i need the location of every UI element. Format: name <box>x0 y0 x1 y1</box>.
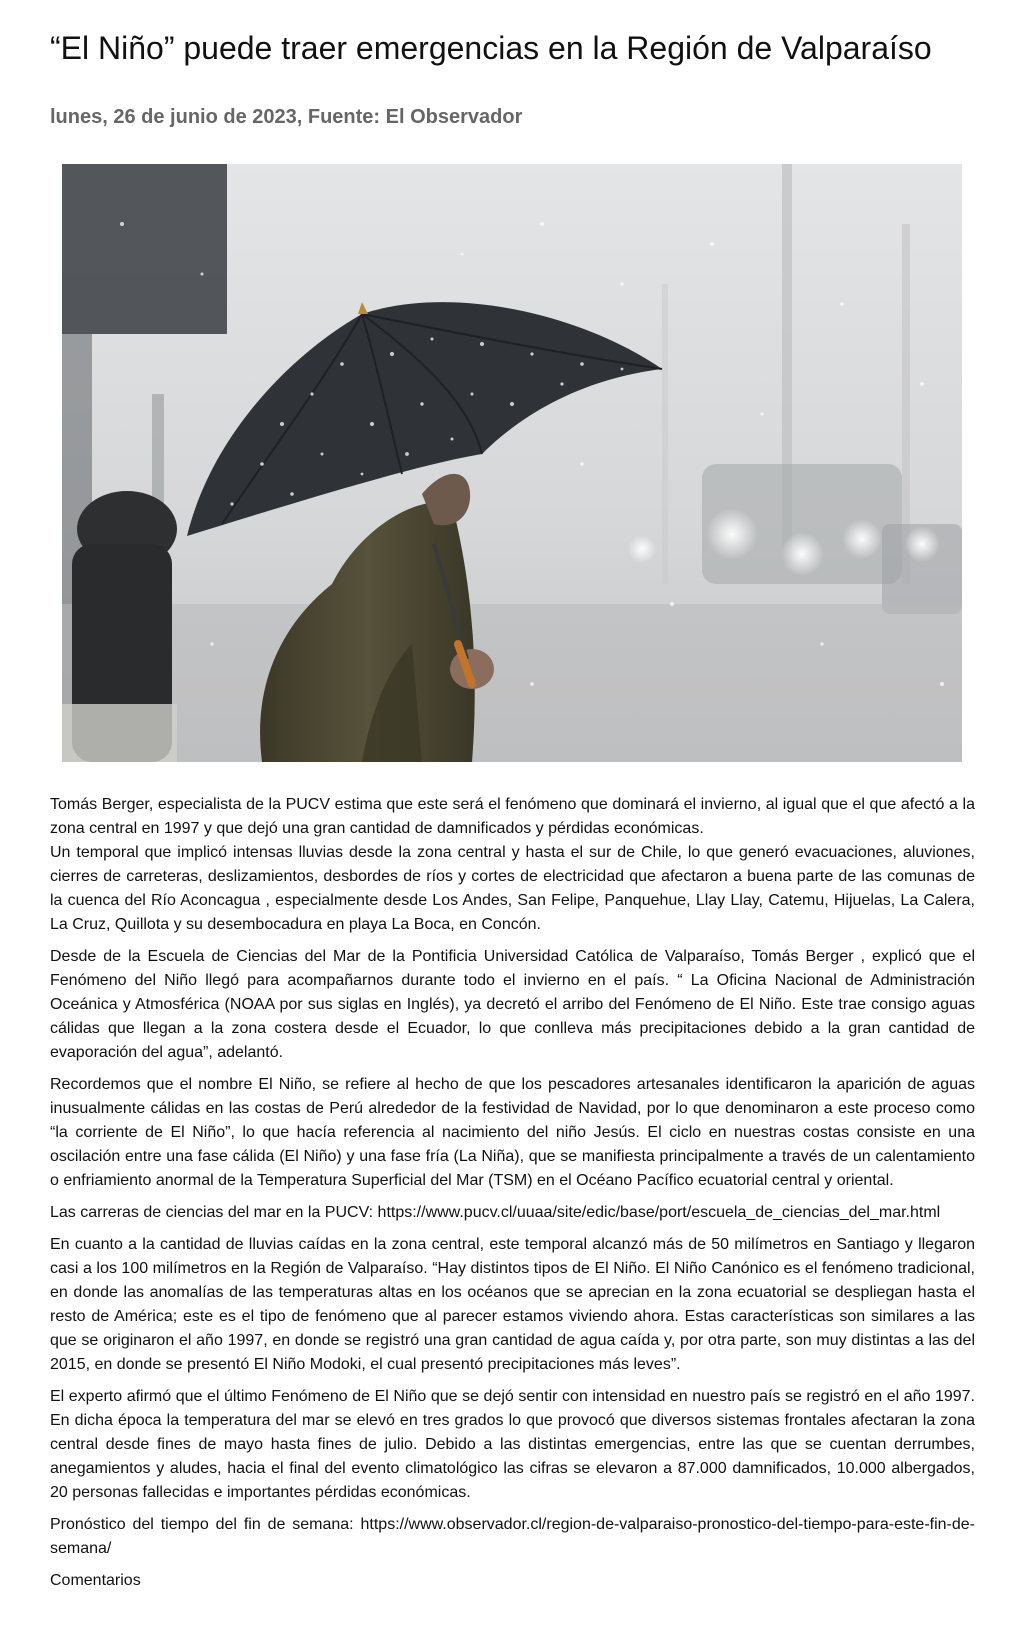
paragraph-temporal: Un temporal que implicó intensas lluvias desde la zona central y hasta el sur de Chile, lo que generó evacuaciones, aluviones, cierres de carreteras, deslizamientos, desbordes de ríos y cortes de electricidad que afectaron a buena parte de las comunas de la cuenca del Río Aconcagua , especialmente desde Los Andes, San Felipe, Panquehue, Llay Llay, Catemu, Hijuelas, La Calera, La Cruz, Quillota y su desembocadura en playa La Boca, en Concón. <box>50 844 975 933</box>
paragraph-name-origin: Recordemos que el nombre El Niño, se refiere al hecho de que los pescadores artesanales identificaron la aparición de aguas inusualmente cálidas en las costas de Perú alrededor de la festividad de Navidad, por lo que denominaron a este proceso como “la corriente de El Niño”, lo que hacía referencia al nacimiento del niño Jesús. El ciclo en nuestras costas consiste en una oscilación entre una fase cálida (El Niño) y una fase fría (La Niña), que se manifiesta principalmente a través de un calentamiento o enfriamiento anormal de la Temperatura Superficial del Mar (TSM) en el Océano Pacífico ecuatorial central y oriental. <box>50 1076 975 1189</box>
article-meta: lunes, 26 de junio de 2023, Fuente: El Observador <box>50 106 523 128</box>
article-title: “El Niño” puede traer emergencias en la Región de Valparaíso <box>50 30 932 66</box>
paragraph-intro: Tomás Berger, especialista de la PUCV estima que este será el fenómeno que dominará el invierno, al igual que el que afectó a la zona central en 1997 y que dejó una gran cantidad de damnificados y pérdidas económicas. <box>50 796 975 837</box>
comments-label[interactable]: Comentarios <box>50 1572 141 1589</box>
rain-umbrella-illustration <box>62 164 962 762</box>
paragraph-rainfall: En cuanto a la cantidad de lluvias caídas en la zona central, este temporal alcanzó más de 50 milímetros en Santiago y llegaron casi a los 100 milímetros en la Región de Valparaíso. “Hay distintos tipos de El Niño. El Niño Canónico es el fenómeno tradicional, en donde las anomalías de las temperaturas altas en los océanos que se aprecian en la zona ecuatorial se despliegan hasta el resto de América; este es el tipo de fenómeno que al parecer estamos viviendo ahora. Estas características son similares a las que se originaron el año 1997, en donde se registró una gran cantidad de agua caída y, por otra parte, son muy distintas a las del 2015, en donde se presentó El Niño Modoki, el cual presentó precipitaciones más leves”. <box>50 1236 975 1373</box>
paragraph-forecast-link[interactable]: Pronóstico del tiempo del fin de semana: https://www.observador.cl/region-de-valparaiso-pronostico-del-tiempo-para-este-fin-de-semana/ <box>50 1516 975 1557</box>
article-photo <box>62 164 962 762</box>
paragraph-berger-explanation: Desde de la Escuela de Ciencias del Mar de la Pontificia Universidad Católica de Valparaíso, Tomás Berger , explicó que el Fenómeno del Niño llegó para acompañarnos durante todo el invierno en el país. “ La Oficina Nacional de Administración Oceánica y Atmosférica (NOAA por sus siglas en Inglés), ya decretó el arribo del Fenómeno de El Niño. Este trae consigo aguas cálidas que llegan a la zona costera desde el Ecuador, lo que conlleva más precipitaciones debido a la gran cantidad de evaporación del agua”, adelantó. <box>50 948 975 1061</box>
article-body <box>50 793 975 1601</box>
paragraph-pucv-link[interactable]: Las carreras de ciencias del mar en la PUCV: https://www.pucv.cl/uuaa/site/edic/base/port/escuela_de_ciencias_del_mar.html <box>50 1204 941 1221</box>
paragraph-1997-event: El experto afirmó que el último Fenómeno de El Niño que se dejó sentir con intensidad en nuestro país se registró en el año 1997. En dicha época la temperatura del mar se elevó en tres grados lo que provocó que diversos sistemas frontales afectaran la zona central desde fines de mayo hasta fines de julio. Debido a las distintas emergencias, entre las que se cuentan derrumbes, anegamientos y aludes, hacia el final del evento climatológico las cifras se elevaron a 87.000 damnificados, 10.000 albergados, 20 personas fallecidas e importantes pérdidas económicas. <box>50 1388 975 1501</box>
